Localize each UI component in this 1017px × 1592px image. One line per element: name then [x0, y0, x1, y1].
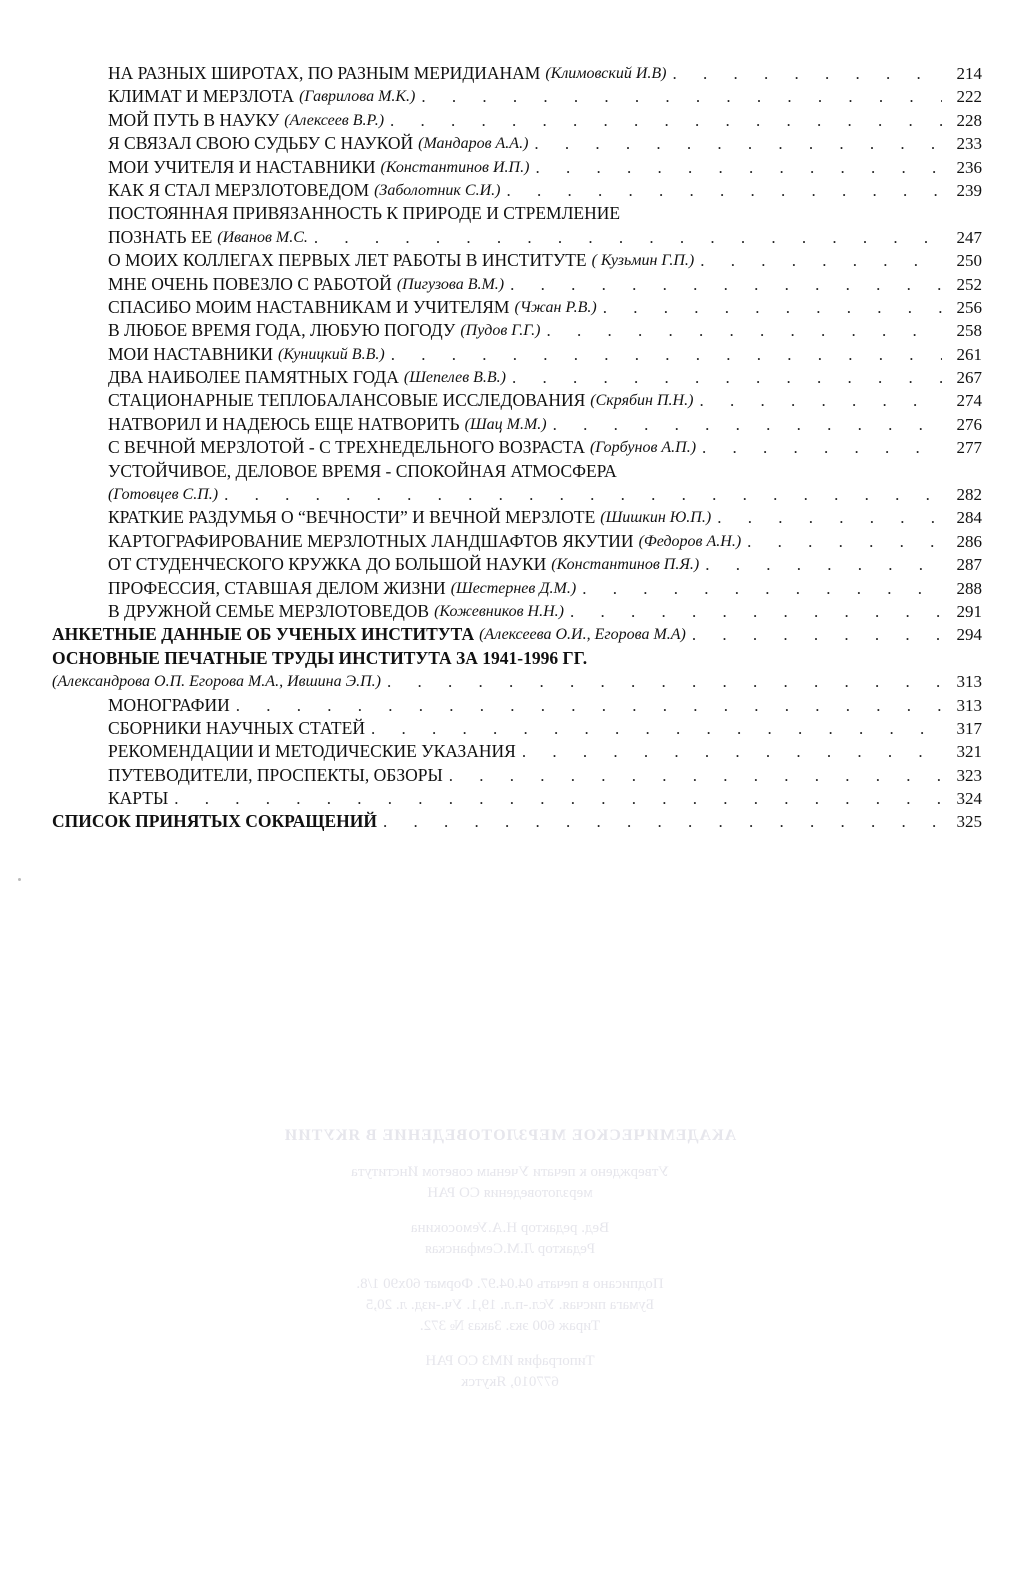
paper-speck: [18, 878, 21, 881]
toc-entry-title: МОИ УЧИТЕЛЯ И НАСТАВНИКИ: [108, 156, 376, 177]
toc-entry-title: СТАЦИОНАРНЫЕ ТЕПЛОБАЛАНСОВЫЕ ИССЛЕДОВАНИЯ: [108, 390, 586, 411]
toc-entry-page-number: 267: [956, 368, 982, 388]
toc-entry-title: МНЕ ОЧЕНЬ ПОВЕЗЛО С РАБОТОЙ: [108, 273, 392, 294]
toc-entry-page-number: 233: [956, 134, 982, 154]
toc-entry: [52, 483, 982, 506]
toc-entry-title: НАТВОРИЛ И НАДЕЮСЬ ЕЩЕ НАТВОРИТЬ: [108, 413, 460, 434]
toc-entry: [52, 389, 982, 412]
toc-entry-page-number: 228: [956, 110, 982, 130]
toc-entry-page-number: 313: [956, 695, 982, 715]
dot-leader: [711, 506, 942, 529]
toc-entry-page-number: 317: [956, 718, 982, 738]
toc-entry-title: Я СВЯЗАЛ СВОЮ СУДЬБУ С НАУКОЙ: [108, 133, 414, 154]
toc-entry: [52, 740, 982, 763]
toc-entry-title: В ДРУЖНОЙ СЕМЬЕ МЕРЗЛОТОВЕДОВ: [108, 600, 430, 621]
toc-entry: [52, 343, 982, 366]
toc-entry-page-number: 256: [956, 297, 982, 317]
toc-entry-title: ОСНОВНЫЕ ПЕЧАТНЫЕ ТРУДЫ ИНСТИТУТА ЗА 1941-1996 ГГ.: [52, 647, 588, 668]
dot-leader: [686, 623, 942, 646]
toc-entry-page-number: 239: [956, 180, 982, 200]
toc-entry-author: (Заболотник С.И.): [374, 181, 501, 199]
toc-entry: [52, 530, 982, 553]
toc-entry-page-number: 287: [956, 555, 982, 575]
toc-entry-page-number: 222: [956, 87, 982, 107]
toc-entry: [52, 600, 982, 623]
toc-entry-author: (Готовцев С.П.): [108, 486, 219, 504]
toc-entry-page-number: 274: [956, 391, 982, 411]
dot-leader: [168, 787, 942, 810]
toc-entry: [52, 577, 982, 600]
toc-entry-page-number: 282: [956, 485, 982, 505]
toc-entry-title: РЕКОМЕНДАЦИИ И МЕТОДИЧЕСКИЕ УКАЗАНИЯ: [108, 741, 516, 762]
dot-leader: [667, 62, 943, 85]
toc-entry-page-number: 288: [956, 578, 982, 598]
toc-entry-page-number: 286: [956, 531, 982, 551]
bleed-line: Тираж 600 экз. Заказ № 372.: [419, 1318, 601, 1334]
dot-leader: [415, 85, 942, 108]
toc-entry: [52, 670, 982, 693]
dot-leader: [597, 296, 942, 319]
dot-leader: [218, 483, 942, 506]
toc-entry-title: МОНОГРАФИИ: [108, 694, 230, 715]
toc-entry: [52, 764, 982, 787]
toc-entry: [52, 109, 982, 132]
toc-entry-page-number: 324: [956, 789, 982, 809]
toc-entry-title: ПОСТОЯННАЯ ПРИВЯЗАННОСТЬ К ПРИРОДЕ И СТРЕМЛЕНИЕ: [108, 203, 621, 224]
bleed-title: АКАДЕМИЧЕСКОЕ МЕРЗЛОТОВЕДЕНИЕ В ЯКУТИИ: [283, 1127, 737, 1144]
toc-entry-page-number: 250: [956, 251, 982, 271]
toc-entry: [52, 273, 982, 296]
dot-leader: [540, 319, 942, 342]
dot-leader: [377, 810, 942, 833]
toc-entry: [52, 85, 982, 108]
toc-entry-title: МОИ НАСТАВНИКИ: [108, 343, 274, 364]
toc-entry-author: (Константинов П.Я.): [551, 556, 700, 574]
dot-leader: [564, 600, 942, 623]
toc-entry-title: ПРОФЕССИЯ, СТАВШАЯ ДЕЛОМ ЖИЗНИ: [108, 577, 446, 598]
dot-leader: [504, 273, 942, 296]
toc-entry-title: О МОИХ КОЛЛЕГАХ ПЕРВЫХ ЛЕТ РАБОТЫ В ИНСТИТУТЕ: [108, 250, 587, 271]
bleed-line: Подписано в печать 04.04.97. Формат 60х90 1/8.: [356, 1276, 664, 1292]
toc-entry-page-number: 323: [956, 765, 982, 785]
toc-entry-title: АНКЕТНЫЕ ДАННЫЕ ОБ УЧЕНЫХ ИНСТИТУТА: [52, 624, 475, 645]
toc-entry-title: НА РАЗНЫХ ШИРОТАХ, ПО РАЗНЫМ МЕРИДИАНАМ: [108, 62, 541, 83]
toc-entry: [52, 62, 982, 85]
toc-entry-title: ПОЗНАТЬ ЕЕ: [108, 226, 213, 247]
bleed-line: Редактор Л.М.Семфанская: [424, 1241, 596, 1257]
toc-entry-title: СПАСИБО МОИМ НАСТАВНИКАМ И УЧИТЕЛЯМ: [108, 296, 510, 317]
toc-entry: [52, 553, 982, 576]
dot-leader: [516, 740, 942, 763]
dot-leader: [576, 577, 942, 600]
dot-leader: [500, 179, 942, 202]
toc-entry-page-number: 214: [956, 63, 982, 83]
dot-leader: [443, 764, 942, 787]
bleed-line: мерзлотоведения СО РАН: [427, 1185, 593, 1201]
bleed-line: 677010, Якутск: [461, 1374, 559, 1390]
dot-leader: [506, 366, 942, 389]
toc-entry-page-number: 236: [956, 157, 982, 177]
toc-entry-title: КРАТКИЕ РАЗДУМЬЯ О “ВЕЧНОСТИ” И ВЕЧНОЙ МЕРЗЛОТЕ: [108, 507, 596, 528]
bleed-through-colophon: [230, 1125, 790, 1393]
toc-entry: [52, 132, 982, 155]
toc-entry-page-number: 261: [956, 344, 982, 364]
dot-leader: [385, 343, 942, 366]
dot-leader: [381, 670, 942, 693]
toc-entry-page-number: 325: [956, 812, 982, 832]
dot-leader: [547, 413, 942, 436]
toc-entry-title: С ВЕЧНОЙ МЕРЗЛОТОЙ - С ТРЕХНЕДЕЛЬНОГО ВОЗРАСТА: [108, 437, 585, 458]
toc-entry: [52, 506, 982, 529]
dot-leader: [365, 717, 942, 740]
toc-entry-page-number: 247: [956, 227, 982, 247]
bleed-line: Вед. редактор Н.А.Уемосокина: [410, 1220, 610, 1236]
toc-entry-title: СБОРНИКИ НАУЧНЫХ СТАТЕЙ: [108, 717, 365, 738]
toc-entry-author: (Скрябин П.Н.): [590, 392, 694, 410]
toc-entry-page-number: 277: [956, 438, 982, 458]
toc-entry-page-number: 291: [956, 601, 982, 621]
toc-entry: [52, 811, 982, 834]
toc-entry: [52, 694, 982, 717]
toc-entry: [52, 226, 982, 249]
toc-entry-author: (Мандаров А.А.): [418, 135, 529, 153]
dot-leader: [741, 530, 942, 553]
toc-entry-author: (Кожевников Н.Н.): [434, 602, 564, 620]
bleed-line: Типография ИМЗ СО РАН: [425, 1353, 595, 1369]
toc-entry-title: КАРТЫ: [108, 788, 169, 809]
toc-entry: [52, 460, 982, 483]
toc-entry: [52, 296, 982, 319]
bleed-line: [230, 1260, 790, 1274]
toc-entry-author: (Константинов И.П.): [380, 158, 530, 176]
toc-entry-page-number: 294: [956, 625, 982, 645]
toc-entry: [52, 156, 982, 179]
toc-entry-author: (Александрова О.П. Егорова М.А., Ившина Э.П.): [52, 673, 381, 691]
toc-entry-title: КАК Я СТАЛ МЕРЗЛОТОВЕДОМ: [108, 179, 370, 200]
toc-entry: [52, 249, 982, 272]
bleed-line: Бумага писчая. Усл.-п.л. 19,1. Уч.-изд. л. 20,5: [365, 1297, 655, 1313]
toc-entry: [52, 179, 982, 202]
toc-entry-author: (Пудов Г.Г.): [460, 322, 541, 340]
bleed-line: [230, 1204, 790, 1218]
dot-leader: [308, 226, 942, 249]
dot-leader: [693, 389, 942, 412]
dot-leader: [528, 132, 942, 155]
toc-entry: [52, 787, 982, 810]
toc-entry: [52, 319, 982, 342]
table-of-contents: [52, 62, 982, 834]
toc-entry: [52, 202, 982, 225]
toc-entry-author: (Шац М.М.): [464, 415, 547, 433]
toc-entry-author: (Федоров А.Н.): [638, 532, 742, 550]
toc-entry-page-number: 258: [956, 321, 982, 341]
toc-entry-author: (Шишкин Ю.П.): [600, 509, 712, 527]
toc-entry-page-number: 313: [956, 672, 982, 692]
toc-entry-title: КАРТОГРАФИРОВАНИЕ МЕРЗЛОТНЫХ ЛАНДШАФТОВ ЯКУТИИ: [108, 530, 634, 551]
toc-entry-page-number: 252: [956, 274, 982, 294]
toc-entry-page-number: 321: [956, 742, 982, 762]
dot-leader: [694, 249, 942, 272]
dot-leader: [699, 553, 942, 576]
toc-entry: [52, 717, 982, 740]
toc-entry-author: (Пигузова В.М.): [396, 275, 505, 293]
dot-leader: [230, 694, 942, 717]
toc-entry-author: (Шестернев Д.М.): [450, 579, 577, 597]
toc-entry-author: (Иванов М.С.: [217, 228, 308, 246]
toc-entry-title: В ЛЮБОЕ ВРЕМЯ ГОДА, ЛЮБУЮ ПОГОДУ: [108, 320, 456, 341]
toc-entry: [52, 647, 982, 670]
toc-entry-author: (Чжан Р.В.): [514, 298, 597, 316]
bleed-line: Утверждено к печати Ученым советом Института: [351, 1164, 669, 1180]
toc-entry: [52, 623, 982, 646]
dot-leader: [696, 436, 942, 459]
toc-entry-title: КЛИМАТ И МЕРЗЛОТА: [108, 86, 295, 107]
toc-entry: [52, 413, 982, 436]
toc-entry-title: ОТ СТУДЕНЧЕСКОГО КРУЖКА ДО БОЛЬШОЙ НАУКИ: [108, 554, 547, 575]
toc-entry-page-number: 276: [956, 414, 982, 434]
toc-entry-author: ( Кузьмин Г.П.): [591, 252, 695, 270]
toc-entry-title: ДВА НАИБОЛЕЕ ПАМЯТНЫХ ГОДА: [108, 367, 399, 388]
toc-entry: [52, 366, 982, 389]
toc-entry-title: МОЙ ПУТЬ В НАУКУ: [108, 109, 280, 130]
toc-entry-page-number: 284: [956, 508, 982, 528]
toc-entry-author: (Куницкий В.В.): [278, 345, 385, 363]
toc-entry-title: ПУТЕВОДИТЕЛИ, ПРОСПЕКТЫ, ОБЗОРЫ: [108, 764, 443, 785]
toc-entry: [52, 436, 982, 459]
toc-entry-author: (Алексеева О.И., Егорова М.А): [479, 626, 686, 644]
toc-entry-author: (Горбунов А.П.): [589, 439, 697, 457]
toc-entry-author: (Шепелев В.В.): [403, 369, 507, 387]
toc-entry-author: (Алексеев В.Р.): [284, 111, 385, 129]
toc-entry-title: УСТОЙЧИВОЕ, ДЕЛОВОЕ ВРЕМЯ - СПОКОЙНАЯ АТМОСФЕРА: [108, 460, 617, 481]
bleed-line: [230, 1337, 790, 1351]
toc-entry-author: (Климовский И.В): [545, 64, 667, 82]
toc-entry-title: СПИСОК ПРИНЯТЫХ СОКРАЩЕНИЙ: [52, 811, 377, 832]
dot-leader: [384, 109, 942, 132]
dot-leader: [529, 156, 942, 179]
toc-entry-author: (Гаврилова М.К.): [299, 88, 416, 106]
